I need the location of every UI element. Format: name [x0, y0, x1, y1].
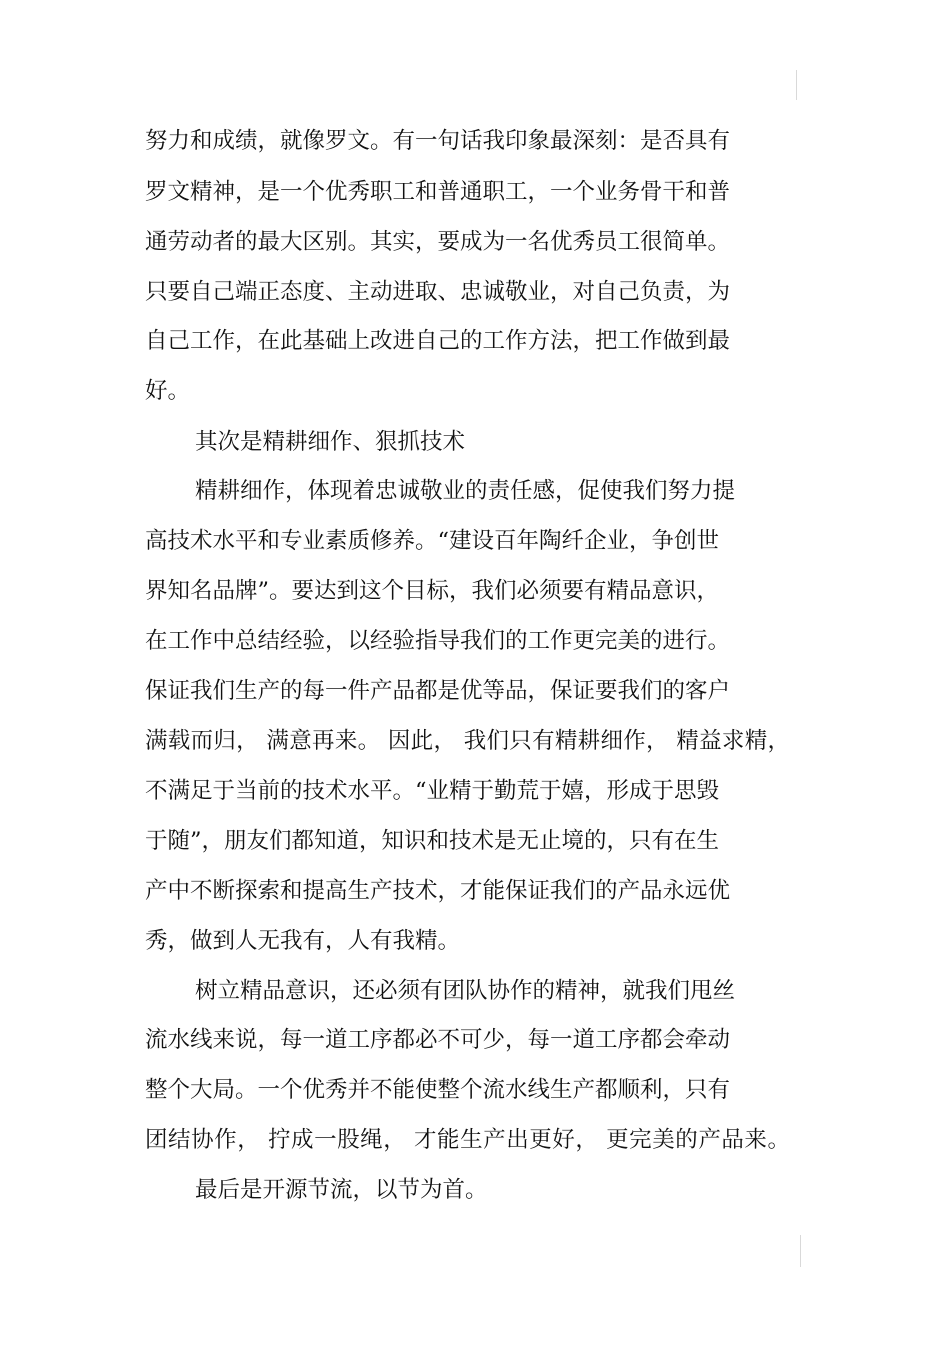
margin-mark-bottom	[800, 1235, 801, 1267]
text-line: 满载而归， 满意再来。 因此， 我们只有精耕细作， 精益求精，	[145, 728, 790, 754]
text-line: 在工作中总结经验，以经验指导我们的工作更完美的进行。	[145, 628, 731, 654]
text-line: 不满足于当前的技术水平。“业精于勤荒于嬉，形成于思毁	[145, 778, 720, 804]
text-line: 流水线来说，每一道工序都必不可少，每一道工序都会牵动	[145, 1027, 731, 1053]
text-line: 于随”，朋友们都知道，知识和技术是无止境的，只有在生	[145, 828, 720, 854]
text-line: 只要自己端正态度、主动进取、忠诚敬业，对自己负责，为	[145, 279, 731, 305]
text-line: 界知名品牌”。要达到这个目标，我们必须要有精品意识，	[145, 578, 720, 604]
section-heading: 最后是开源节流，以节为首。	[195, 1177, 488, 1203]
section-heading: 其次是精耕细作、狠抓技术	[195, 429, 466, 455]
text-line: 保证我们生产的每一件产品都是优等品，保证要我们的客户	[145, 678, 731, 704]
text-line: 整个大局。一个优秀并不能使整个流水线生产都顺利，只有	[145, 1077, 731, 1103]
text-line: 通劳动者的最大区别。其实，要成为一名优秀员工很简单。	[145, 229, 731, 255]
text-line: 树立精品意识，还必须有团队协作的精神，就我们甩丝	[195, 978, 736, 1004]
text-line: 自己工作，在此基础上改进自己的工作方法，把工作做到最	[145, 328, 731, 354]
text-line: 秀，做到人无我有，人有我精。	[145, 928, 461, 954]
text-line: 努力和成绩，就像罗文。有一句话我印象最深刻：是否具有	[145, 128, 731, 154]
text-line: 高技术水平和专业素质修养。“建设百年陶纤企业，争创世	[145, 528, 720, 554]
text-line: 好。	[145, 378, 191, 404]
text-line: 产中不断探索和提高生产技术，才能保证我们的产品永远优	[145, 878, 731, 904]
margin-mark-top	[796, 70, 797, 100]
text-line: 罗文精神，是一个优秀职工和普通职工，一个业务骨干和普	[145, 179, 731, 205]
text-line: 精耕细作，体现着忠诚敬业的责任感，促使我们努力提	[195, 478, 736, 504]
text-line: 团结协作， 拧成一股绳， 才能生产出更好， 更完美的产品来。	[145, 1127, 790, 1153]
